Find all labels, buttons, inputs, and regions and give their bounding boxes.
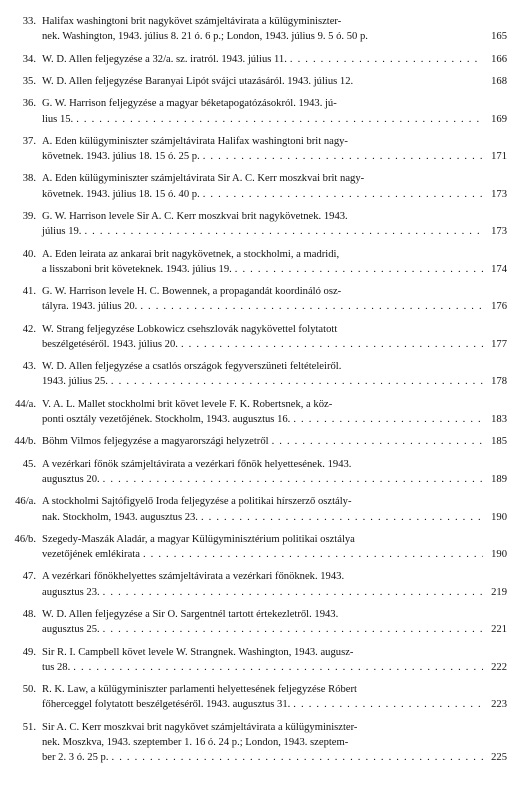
entry-last-line [42,622,507,637]
entry-last-line [42,750,507,765]
page-number: 173 [491,226,507,238]
entry-title-line: Böhm Vilmos feljegyzése a magyarországi helyzetről [42,436,269,448]
dot-leader [272,434,483,449]
dot-leader [201,510,483,525]
entry-title [42,682,507,712]
toc-entry [8,607,507,637]
entry-title-line: július 19. [42,226,82,238]
entry-number: 37. [22,135,36,147]
entry-number: 42. [22,323,36,335]
entry-title-line: ber 2. 3 ó. 25 p. [42,752,109,764]
entry-number: 34. [22,53,36,65]
entry-title-line: lius 15. [42,113,74,125]
entry-number: 46/a. [15,496,36,508]
toc-entry [8,247,507,277]
entry-last-line [42,29,507,44]
entry-title-line: W. D. Allen feljegyzése a Sir O. Sargentnél tartott értekezletről. 1943. [42,609,339,621]
entry-last-line [42,434,507,449]
entry-last-line [42,262,507,277]
entry-title [42,134,507,164]
entry-last-line [42,337,507,352]
entry-title-line: nek. Moszkva, 1943. szeptember 1. 16 ó. 24 p.; London, 1943. szeptem- [42,736,349,748]
entry-title [42,171,507,201]
entry-last-line [42,224,507,239]
entry-title-line: követnek. 1943. július 18. 15 ó. 25 p. [42,151,200,163]
toc-entry [8,96,507,126]
entry-title-line: 1943. július 25. [42,376,108,388]
entry-title [42,52,507,67]
entry-title-line: A. Eden külügyminiszter számjeltávirata Halifax washingtoni brit nagy- [42,135,348,147]
entry-title [42,720,507,766]
entry-title [42,532,507,562]
page-number: 190 [491,549,507,561]
entry-title-line: W. D. Allen feljegyzése Baranyai Lipót svájci utazásáról. 1943. július 12. [42,75,354,87]
toc-entry [8,457,507,487]
entry-last-line [42,52,507,67]
entry-number: 48. [22,609,36,621]
dot-leader [73,660,483,675]
toc-entry [8,682,507,712]
entry-title-line: augusztus 23. [42,586,100,598]
page-number: 166 [491,53,507,65]
toc-entry [8,74,507,89]
entry-title [42,434,507,449]
entry-title [42,494,507,524]
entry-title [42,284,507,314]
entry-last-line [42,585,507,600]
entry-title-line: augusztus 20. [42,473,100,485]
entry-title [42,359,507,389]
entry-title-line: vezetőjének emlékirata [42,549,140,561]
entry-title-line: Halifax washingtoni brit nagykövet számjeltávirata a külügyminiszter- [42,16,342,27]
page-number: 176 [491,301,507,313]
entry-last-line [42,374,507,389]
entry-number: 44/b. [14,436,36,448]
entry-title-line: augusztus 25. [42,624,100,636]
toc-entry [8,434,507,449]
entry-title-line: főherceggel folytatott beszélgetéséről. 1943. augusztus 31. [42,699,291,711]
dot-leader [143,547,483,562]
dot-leader [181,337,483,352]
entry-number: 46/b. [14,533,36,545]
entry-number: 39. [22,211,36,223]
entry-last-line [42,112,507,127]
page-number: 165 [491,31,507,43]
entry-number: 38. [22,173,36,185]
page-number: 221 [491,624,507,636]
entry-number: 51. [22,721,36,733]
dot-leader [84,224,483,239]
entry-title-line: tus 28. [42,661,71,673]
entry-number: 36. [22,98,36,110]
toc-entry [8,494,507,524]
entry-title-line: W. D. Allen feljegyzése a 32/a. sz. iratról. 1943. július 11. [42,53,287,65]
page-number: 223 [491,699,507,711]
entry-title [42,457,507,487]
dot-leader [103,585,483,600]
page-number: 177 [491,338,507,350]
entry-last-line [42,660,507,675]
entry-title-line: nek. Washington, 1943. július 8. 21 ó. 6 p.; London, 1943. július 9. 5 ó. 50 p. [42,31,368,43]
entry-title [42,74,507,89]
page-number: 174 [491,263,507,275]
entry-title [42,209,507,239]
entry-title-line: Sir A. C. Kerr moszkvai brit nagykövet számjeltávirata a külügyminiszter- [42,721,358,733]
page-number: 189 [491,473,507,485]
entry-title-line: R. K. Law, a külügyminiszter parlamenti helyettesének feljegyzése Róbert [42,684,357,696]
entry-last-line [42,510,507,525]
entry-last-line [42,149,507,164]
toc-entry [8,322,507,352]
dot-leader [112,750,484,765]
entry-number: 47. [22,571,36,583]
toc-entry [8,134,507,164]
entry-title-line: A vezérkari főnök számjeltávirata a vezérkari főnök helyettesének. 1943. [42,458,352,470]
entry-title-line: a lisszaboni brit követeknek. 1943. július 19. [42,263,232,275]
entry-title-line: W. D. Allen feljegyzése a csatlós országok fegyverszüneti feltételeiről. [42,361,342,373]
page-number: 173 [491,188,507,200]
page-number: 225 [491,752,507,764]
entry-title-line: Szegedy-Maszák Aladár, a magyar Külügyminisztérium politikai osztálya [42,533,355,545]
entry-number: 40. [22,248,36,260]
entry-number: 44/a. [15,398,36,410]
toc-entry [8,720,507,766]
entry-title [42,569,507,599]
toc-entry [8,14,507,44]
dot-leader [235,262,483,277]
entry-last-line [42,299,507,314]
toc-entry [8,397,507,427]
entry-number: 41. [22,286,36,298]
dot-leader [140,299,483,314]
entry-title-line: G. W. Harrison feljegyzése a magyar béketapogatózásokról. 1943. jú- [42,98,337,110]
entry-number: 33. [22,16,36,27]
toc-entry [8,359,507,389]
entry-title-line: G. W. Harrison levele H. C. Bowennek, a propagandát koordináló osz- [42,286,342,298]
entry-number: 43. [22,361,36,373]
entry-title-line: A. Eden leirata az ankarai brit nagykövetnek, a stockholmi, a madridi, [42,248,340,260]
dot-leader [203,187,483,202]
entry-title [42,14,507,44]
entry-title-line: A. Eden külügyminiszter számjeltávirata Sir A. C. Kerr moszkvai brit nagy- [42,173,365,185]
entry-title [42,607,507,637]
page-number: 219 [491,586,507,598]
entry-last-line [42,74,507,89]
entry-last-line [42,697,507,712]
page-number: 171 [491,151,507,163]
dot-leader [103,622,483,637]
entry-title-line: A stockholmi Sajtófigyelő Iroda feljegyzése a politikai hírszerző osztály- [42,496,352,508]
entry-title-line: V. A. L. Mallet stockholmi brit követ levele F. K. Robertsnek, a köz- [42,398,333,410]
entry-title [42,645,507,675]
dot-leader [293,697,483,712]
toc-entry [8,532,507,562]
entry-last-line [42,412,507,427]
toc-entry [8,52,507,67]
entry-title-line: G. W. Harrison levele Sir A. C. Kerr moszkvai brit nagykövetnek. 1943. [42,211,348,223]
entry-last-line [42,472,507,487]
dot-leader [103,472,483,487]
page-number: 178 [491,376,507,388]
entry-number: 35. [22,75,36,87]
entry-last-line [42,187,507,202]
entry-title-line: tályra. 1943. július 20. [42,301,138,313]
dot-leader [290,52,483,67]
toc-entry [8,171,507,201]
entry-title-line: Sir R. I. Campbell követ levele W. Strangnek. Washington, 1943. augusz- [42,646,354,658]
entry-title [42,96,507,126]
dot-leader [293,412,483,427]
entry-last-line [42,547,507,562]
dot-leader [111,374,483,389]
entry-title-line: beszélgetéséről. 1943. július 20. [42,338,178,350]
entry-title [42,247,507,277]
entry-title-line: ponti osztály vezetőjének. Stockholm, 1943. augusztus 16. [42,414,291,426]
entry-title [42,397,507,427]
page-number: 190 [491,511,507,523]
page-number: 183 [491,414,507,426]
toc-entry [8,284,507,314]
entry-title-line: A vezérkari főnökhelyettes számjeltávirata a vezérkari főnöknek. 1943. [42,571,345,583]
toc-entry [8,645,507,675]
entry-number: 50. [22,684,36,696]
page-number: 222 [491,661,507,673]
toc-entry [8,569,507,599]
dot-leader [203,149,483,164]
page-number: 168 [491,75,507,87]
entry-title [42,322,507,352]
page-number: 185 [491,436,507,448]
entry-title-line: W. Strang feljegyzése Lobkowicz csehszlovák nagykövettel folytatott [42,323,338,335]
entry-title-line: nak. Stockholm, 1943. augusztus 23. [42,511,198,523]
entry-number: 49. [22,646,36,658]
page-number: 169 [491,113,507,125]
dot-leader [76,112,483,127]
entry-number: 45. [22,458,36,470]
toc-entry [8,209,507,239]
entry-title-line: követnek. 1943. július 18. 15 ó. 40 p. [42,188,200,200]
